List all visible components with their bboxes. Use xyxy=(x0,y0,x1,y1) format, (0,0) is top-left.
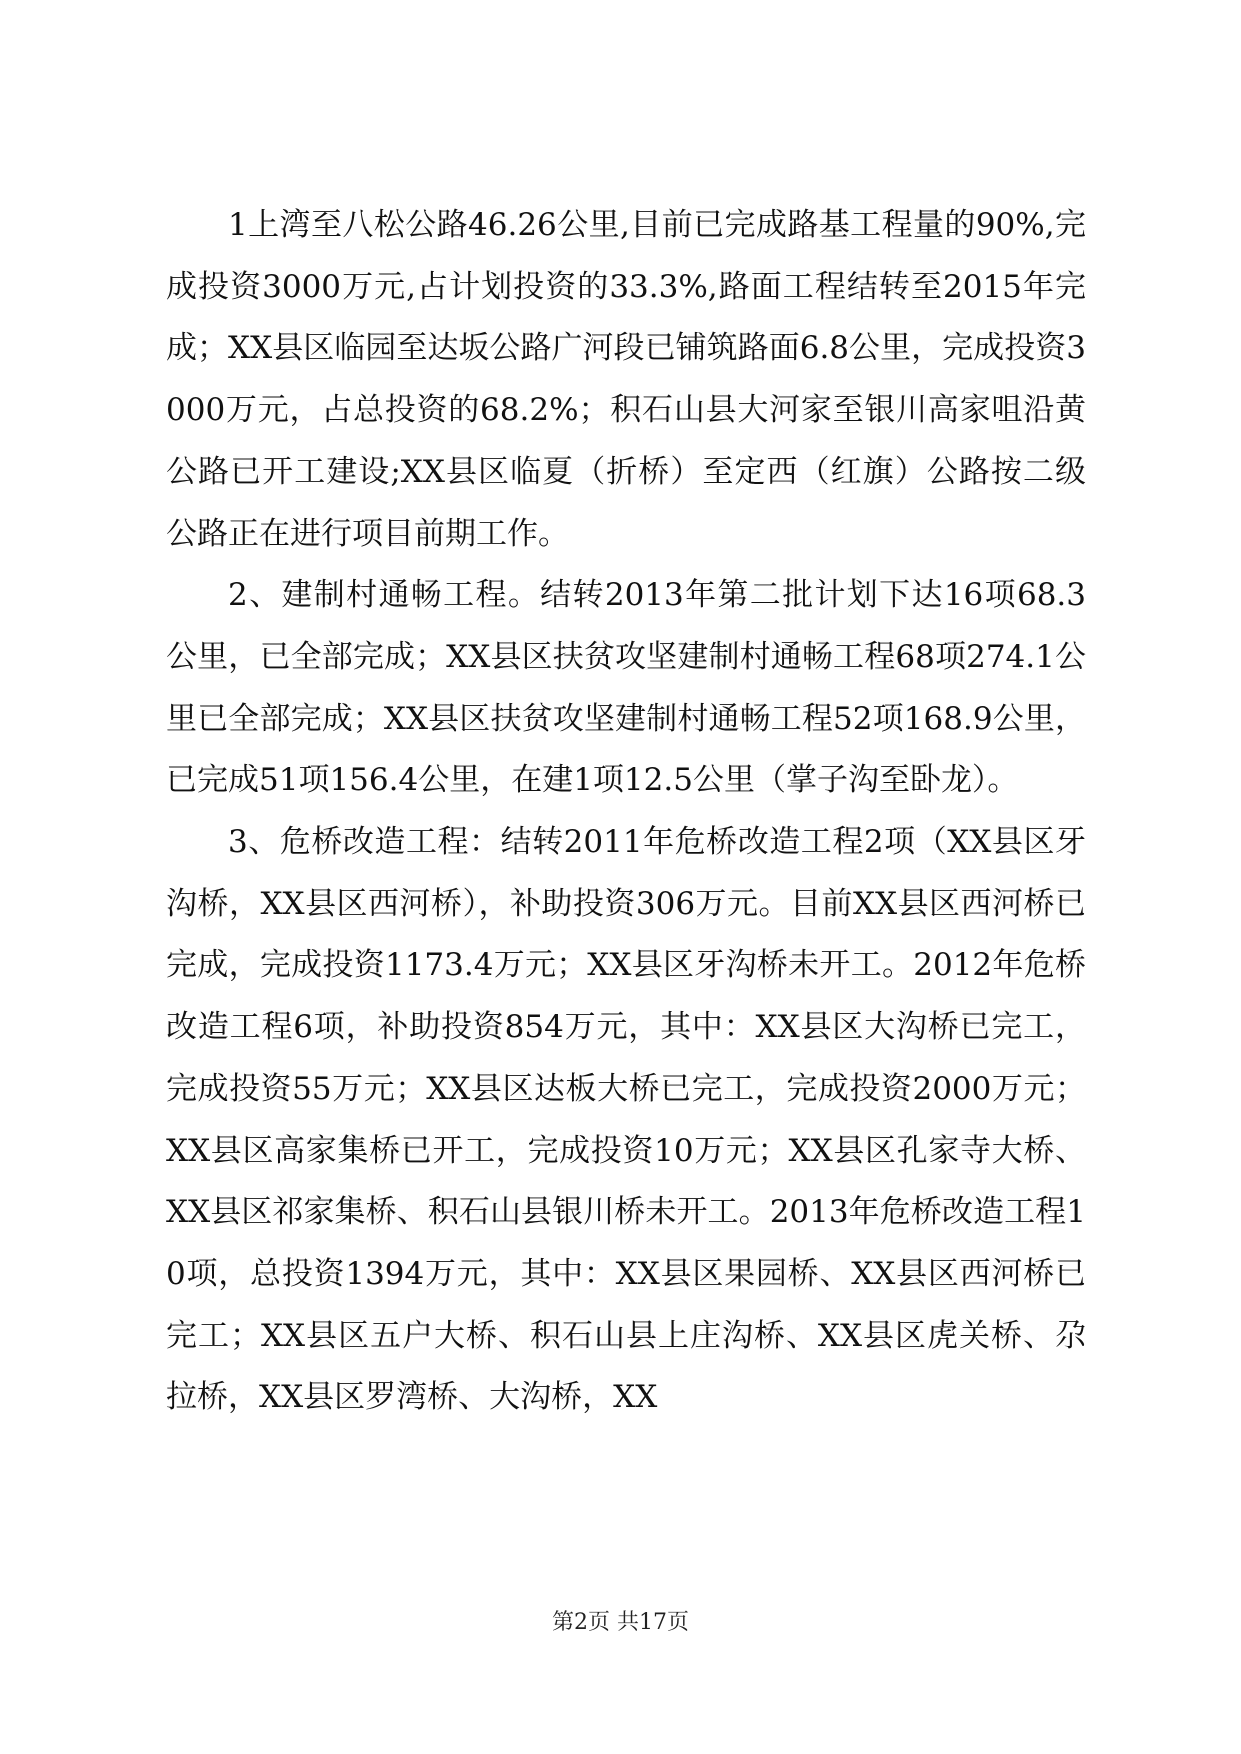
paragraph-3: 3、危桥改造工程：结转2011年危桥改造工程2项（XX县区牙沟桥，XX县区西河桥），补助投资306万元。目前XX县区西河桥已完成，完成投资1173.4万元；XX县区牙沟桥未开工。2012年危桥改造工程6项，补助投资854万元，其中：XX县区大沟桥已完工，完成投资55万元；XX县区达板大桥已完工，完成投资2000万元；XX县区高家集桥已开工，完成投资10万元；XX县区孔家寺大桥、XX县区祁家集桥、积石山县银川桥未开工。2013年危桥改造工程10项，总投资1394万元，其中：XX县区果园桥、XX县区西河桥已完工；XX县区五户大桥、积石山县上庄沟桥、XX县区虎关桥、尕拉桥，XX县区罗湾桥、大沟桥，XX xyxy=(166,824,1086,1416)
paragraph-1: 1上湾至八松公路46.26公里,目前已完成路基工程量的90%,完成投资3000万元,占计划投资的33.3%,路面工程结转至2015年完成；XX县区临园至达坂公路广河段已铺筑路面6.8公里，完成投资3000万元，占总投资的68.2%；积石山县大河家至银川高家咀沿黄公路已开工建设;XX县区临夏（折桥）至定西（红旗）公路按二级公路正在进行项目前期工作。 xyxy=(166,207,1086,552)
paragraph-2: 2、建制村通畅工程。结转2013年第二批计划下达16项68.3公里，已全部完成；XX县区扶贫攻坚建制村通畅工程68项274.1公里已全部完成；XX县区扶贫攻坚建制村通畅工程52项168.9公里，已完成51项156.4公里，在建1项12.5公里（掌子沟至卧龙）。 xyxy=(166,577,1086,799)
page-footer: 第2页 共17页 xyxy=(552,1610,689,1635)
body-text xyxy=(166,195,1086,1429)
